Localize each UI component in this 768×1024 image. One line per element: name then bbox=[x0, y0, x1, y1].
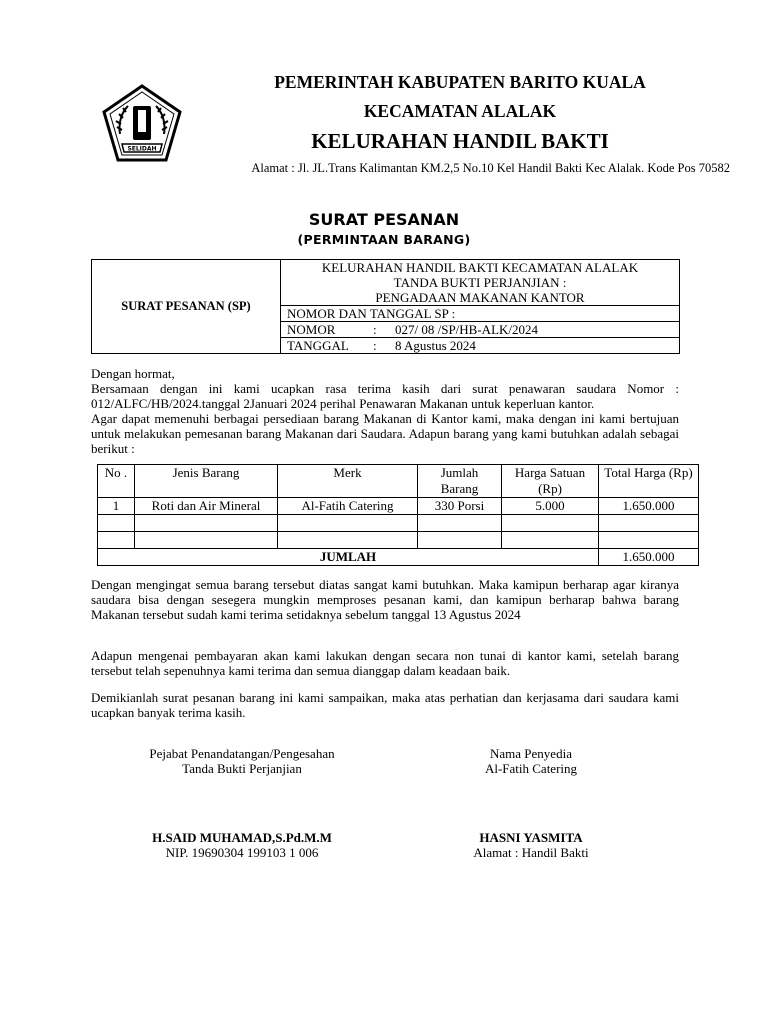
body-paragraph-3 bbox=[91, 577, 679, 622]
header-item-type: Jenis Barang bbox=[135, 465, 278, 498]
header-government-name: PEMERINTAH KABUPATEN BARITO KUALA bbox=[274, 72, 646, 92]
header-no: No . bbox=[98, 465, 135, 498]
signer-role-1: Pejabat Penandatangan/Pengesahan bbox=[149, 746, 335, 761]
signer-nip: NIP. 19690304 199103 1 006 bbox=[165, 845, 319, 860]
table-row bbox=[98, 498, 699, 515]
sp-number-row bbox=[281, 322, 680, 338]
provider-name: HASNI YASMITA bbox=[479, 830, 583, 845]
row-item-type: Roti dan Air Mineral bbox=[135, 498, 278, 515]
sp-label: SURAT PESANAN (SP) bbox=[92, 260, 281, 354]
sp-number-sep: : bbox=[373, 322, 377, 337]
regency-emblem-logo bbox=[100, 84, 184, 164]
sp-date-value: 8 Agustus 2024 bbox=[395, 338, 476, 353]
total-value: 1.650.000 bbox=[599, 549, 699, 566]
header-unit-price: Harga Satuan (Rp) bbox=[502, 465, 599, 498]
table-row-empty bbox=[98, 515, 699, 532]
total-label: JUMLAH bbox=[98, 549, 599, 566]
greeting: Dengan hormat, bbox=[91, 366, 175, 381]
sp-number-key: NOMOR bbox=[287, 322, 336, 337]
sp-info-table bbox=[91, 259, 680, 354]
provider-role-1: Nama Penyedia bbox=[490, 746, 572, 761]
intro-section bbox=[91, 366, 679, 456]
provider-address: Alamat : Handil Bakti bbox=[473, 845, 589, 860]
signature-left-roles bbox=[117, 746, 367, 776]
sp-number-date-label: NOMOR DAN TANGGAL SP : bbox=[281, 306, 680, 322]
row-no: 1 bbox=[98, 498, 135, 515]
row-brand: Al-Fatih Catering bbox=[278, 498, 418, 515]
logo-banner-text: SELIDAH bbox=[127, 145, 157, 153]
paragraph-request: Dengan mengingat semua barang tersebut diatas sangat kami butuhkan. Maka kamipun berharap agar kiranya saudara bisa dengan sesegera mungkin memproses pesanan kami, dan kamipun berharap bahwa barang Makanan tersebut sudah kami terima setidaknya sebelum tanggal 13 Agustus 2024 bbox=[91, 577, 679, 622]
row-total-price: 1.650.000 bbox=[599, 498, 699, 515]
header-total-price: Total Harga (Rp) bbox=[599, 465, 699, 498]
row-quantity: 330 Porsi bbox=[418, 498, 502, 515]
signer-role-2: Tanda Bukti Perjanjian bbox=[182, 761, 302, 776]
sp-date-sep: : bbox=[373, 338, 377, 353]
intro-paragraph-1: Bersamaan dengan ini kami ucapkan rasa terima kasih dari surat penawaran saudara Nomor : 012/ALFC/HB/2024.tanggal 2Januari 2024 perihal Penawaran Makanan untuk keperluan kantor. bbox=[91, 381, 679, 411]
signer-name: H.SAID MUHAMAD,S.Pd.M.M bbox=[152, 830, 332, 845]
signature-left-name-block bbox=[117, 830, 367, 860]
total-row bbox=[98, 549, 699, 566]
intro-paragraph-2: Agar dapat memenuhi berbagai persediaan barang Makanan di Kantor kami, maka dengan ini kami bertujuan untuk melakukan pemesanan barang Makanan dari Saudara. Adapun barang yang kami butuhkan adalah sebagai berikut : bbox=[91, 411, 679, 456]
header-village-name: KELURAHAN HANDIL BAKTI bbox=[311, 129, 609, 153]
document-subtitle: (PERMINTAAN BARANG) bbox=[297, 232, 471, 247]
sp-agency-lines bbox=[281, 260, 680, 306]
header-district-name: KECAMATAN ALALAK bbox=[363, 101, 557, 121]
body-paragraph-5 bbox=[91, 690, 679, 720]
paragraph-payment: Adapun mengenai pembayaran akan kami lakukan dengan secara non tunai di kantor kami, setelah barang tersebut telah sepenuhnya kami terima dan semua dianggap dalam keadaan baik. bbox=[91, 648, 679, 678]
sp-agency-line3: PENGADAAN MAKANAN KANTOR bbox=[375, 290, 585, 305]
sp-agency-line1: KELURAHAN HANDIL BAKTI KECAMATAN ALALAK bbox=[321, 260, 639, 275]
items-table bbox=[97, 464, 699, 566]
items-header-row bbox=[98, 465, 699, 498]
header-quantity: Jumlah Barang bbox=[418, 465, 502, 498]
signature-right-name-block bbox=[420, 830, 642, 860]
body-paragraph-4 bbox=[91, 648, 679, 678]
document-title: SURAT PESANAN bbox=[308, 210, 460, 229]
paragraph-closing: Demikianlah surat pesanan barang ini kami sampaikan, maka atas perhatian dan kerjasama dari saudara kami ucapkan banyak terima kasih. bbox=[91, 690, 679, 720]
signature-right-roles bbox=[420, 746, 642, 776]
sp-date-row bbox=[281, 338, 680, 354]
provider-role-2: Al-Fatih Catering bbox=[484, 761, 578, 776]
sp-number-value: 027/ 08 /SP/HB-ALK/2024 bbox=[395, 322, 539, 337]
sp-agency-line2: TANDA BUKTI PERJANJIAN : bbox=[393, 275, 567, 290]
header-brand: Merk bbox=[278, 465, 418, 498]
table-row-empty bbox=[98, 532, 699, 549]
header-address: Alamat : Jl. JL.Trans Kalimantan KM.2,5 No.10 Kel Handil Bakti Kec Alalak. Kode Pos 70582 bbox=[251, 161, 730, 175]
row-unit-price: 5.000 bbox=[502, 498, 599, 515]
sp-date-key: TANGGAL bbox=[287, 338, 349, 353]
